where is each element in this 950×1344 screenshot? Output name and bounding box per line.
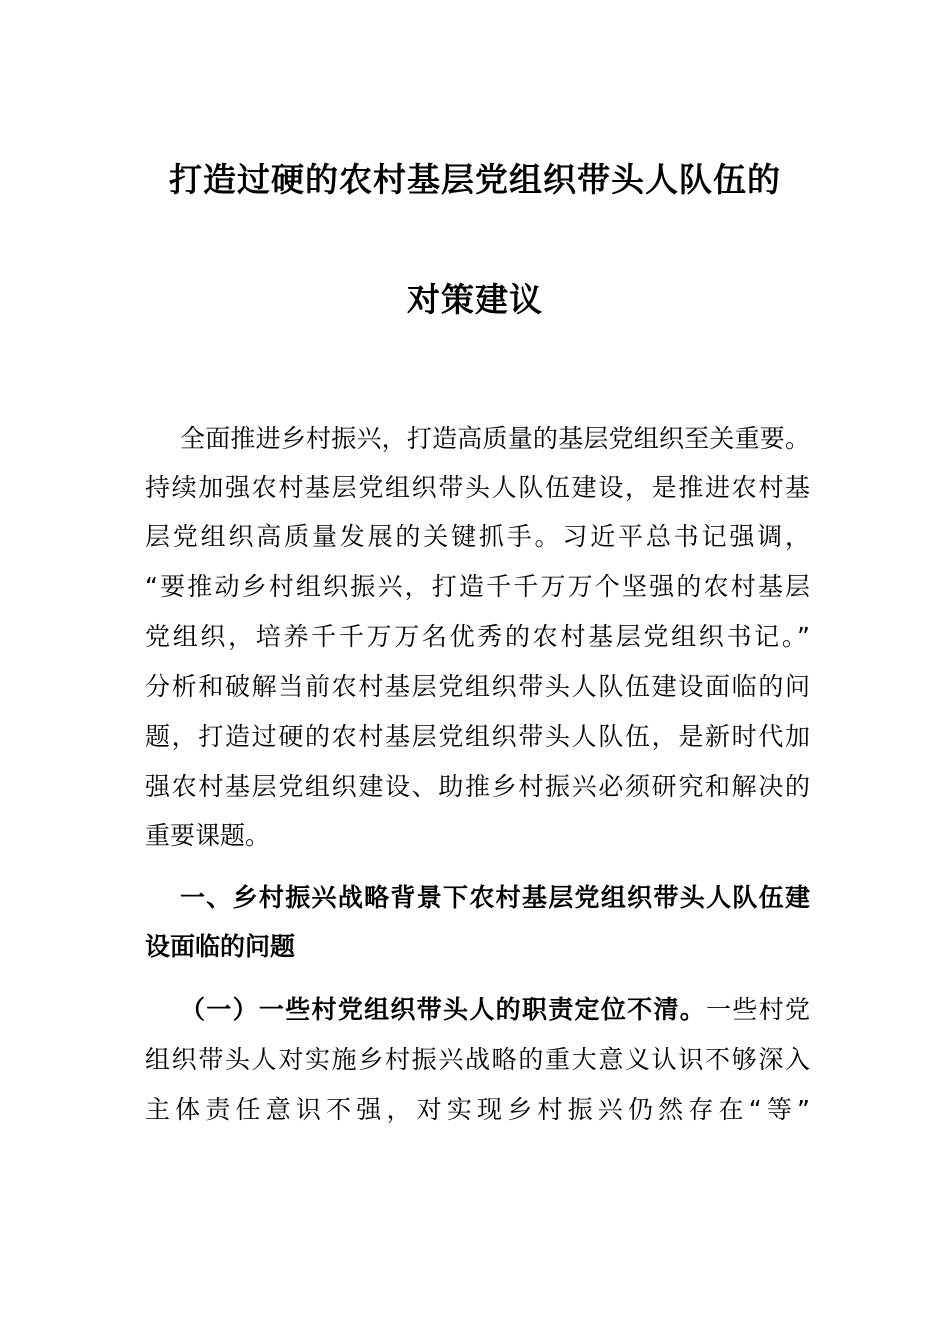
intro-line-1: 全面推进乡村振兴，打造高质量的基层党组织至关重要。 (180, 424, 810, 453)
subsection-1-line-2: 组织带头人对实施乡村振兴战略的重大意义认识不够深入 (145, 1045, 810, 1074)
section-1-heading-line-2: 设面临的问题 (145, 932, 296, 961)
document-title-line-1: 打造过硬的农村基层党组织带头人队伍的 (169, 160, 781, 199)
subsection-1-heading: （一）一些村党组织带头人的职责定位不清。 (180, 995, 707, 1024)
intro-line-5: 党组织，培养千千万万名优秀的农村基层党组织书记。” (145, 622, 810, 651)
intro-line-4: “要推动乡村组织振兴，打造千千万万个坚强的农村基层 (145, 572, 810, 601)
intro-line-7: 题，打造过硬的农村基层党组织带头人队伍，是新时代加 (145, 722, 810, 751)
subsection-1-line-3: 主体责任意识不强，对实现乡村振兴仍然存在“等” (145, 1095, 810, 1124)
intro-line-3: 层党组织高质量发展的关键抓手。习近平总书记强调， (145, 522, 810, 551)
intro-line-9: 重要课题。 (145, 821, 271, 850)
intro-line-6: 分析和破解当前农村基层党组织带头人队伍建设面临的问 (145, 672, 810, 701)
intro-line-2: 持续加强农村基层党组织带头人队伍建设，是推进农村基 (145, 473, 810, 502)
subsection-1-first-line (180, 994, 810, 1026)
subsection-1-text-start: 一些村党 (706, 995, 810, 1024)
section-1-heading-line-1: 一、乡村振兴战略背景下农村基层党组织带头人队伍建 (180, 883, 810, 912)
document-title-line-2: 对策建议 (407, 280, 543, 319)
intro-line-8: 强农村基层党组织建设、助推乡村振兴必须研究和解决的 (145, 772, 810, 801)
